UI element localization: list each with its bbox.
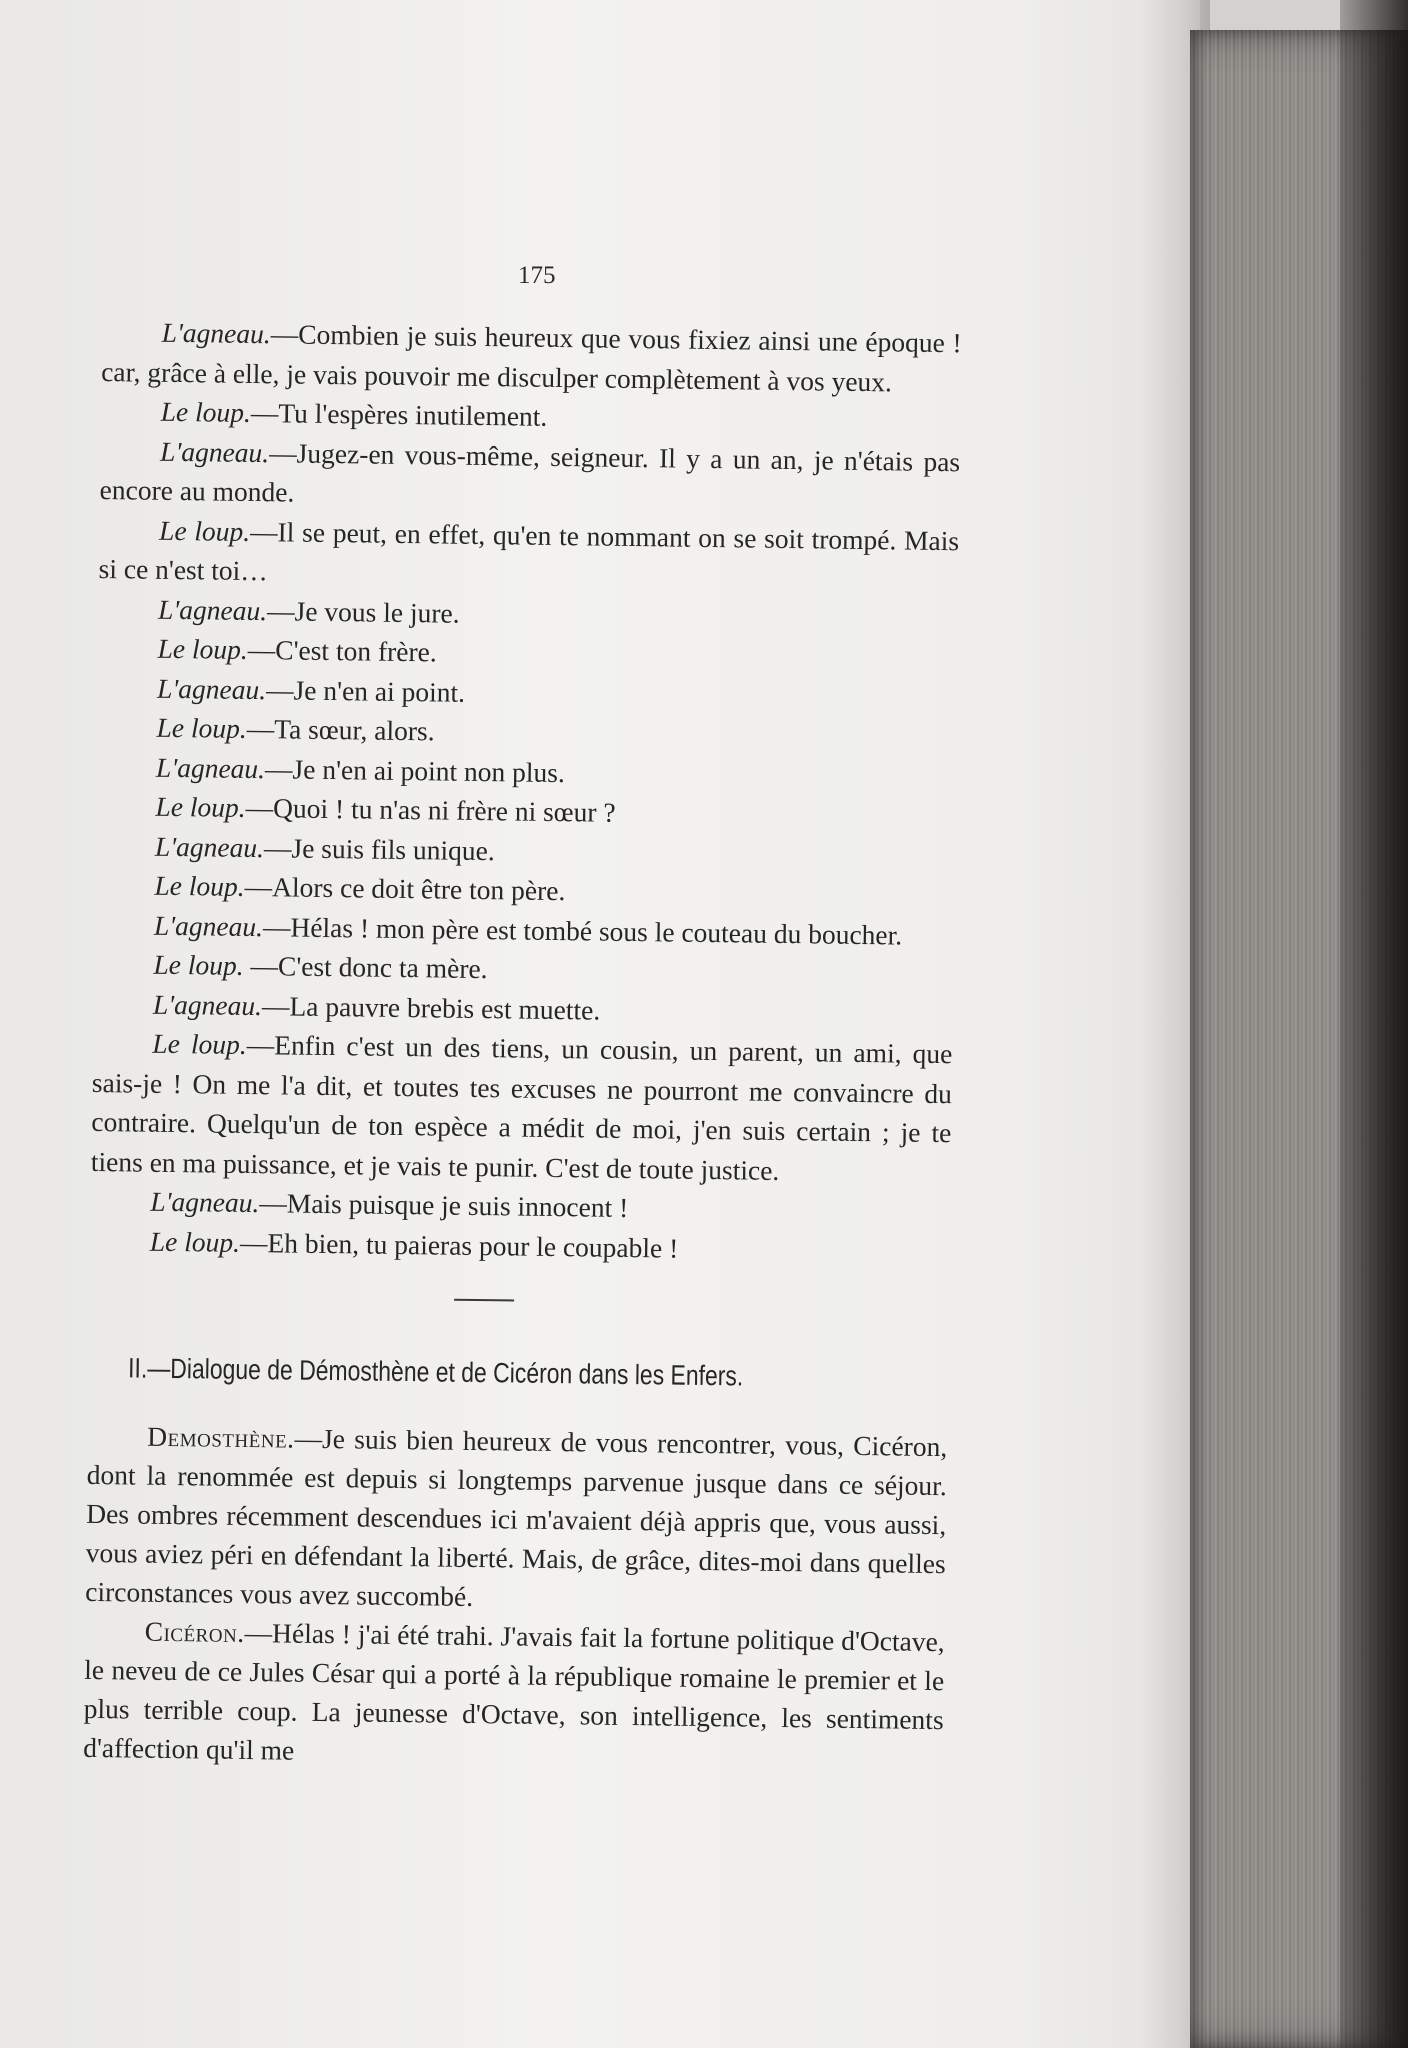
speaker-name: Le loup. xyxy=(156,711,247,744)
speaker-name: Le loup. xyxy=(154,869,245,902)
dialogue-line xyxy=(101,312,962,402)
speech-text: —Je n'en ai point non plus. xyxy=(264,752,566,788)
speaker-name: L'agneau. xyxy=(150,1185,260,1219)
speech-text: —Jugez-en vous-même, seigneur. Il y a un an, je n'étais pas encore au monde. xyxy=(99,436,961,508)
dialogue-line xyxy=(85,1415,947,1621)
speech-text: —Combien je suis heureux que vous fixiez ainsi une époque ! car, grâce à elle, je vais pouvoir me disculper complètement à vos yeux. xyxy=(101,318,962,397)
book-cover-edge xyxy=(1340,0,1408,2048)
speech-text: —Alors ce doit être ton père. xyxy=(244,870,566,907)
speech-text: —Il se peut, en effet, qu'en te nommant on se soit trompé. Mais si ce n'est toi… xyxy=(98,515,960,587)
speaker-name: Le loup. xyxy=(149,1225,241,1258)
page-text xyxy=(83,312,962,1778)
dialogue-line xyxy=(98,509,959,599)
speaker-name: Demosthène. xyxy=(147,1420,295,1454)
section-divider xyxy=(454,1299,514,1302)
dialogue-wolf-lamb xyxy=(90,312,962,1271)
speech-text: —Hélas ! mon père est tombé sous le couteau du boucher. xyxy=(262,910,903,951)
page-number: 175 xyxy=(518,262,556,289)
speaker-name: L'agneau. xyxy=(156,672,267,705)
dialogue-line xyxy=(83,1610,945,1777)
speaker-name: L'agneau. xyxy=(157,593,268,626)
speaker-name: Le loup. xyxy=(153,948,244,981)
speech-text: —Je n'en ai point. xyxy=(265,673,466,708)
speech-text: —Je suis bien heureux de vous rencontrer, vous, Cicéron, dont la renommée est depuis si longtemps parvenue jusque dans ce séjour. Des ombres récemment descendues ici m'avaient déjà appris que, vous aussi, vous aviez péri en défendant la liberté. Mais, de grâce, dites-moi dans quelles circonstances vous avez succombé. xyxy=(85,1422,948,1612)
dialogue-line xyxy=(91,1023,953,1192)
speech-text: —Enfin c'est un des tiens, un cousin, un parent, un ami, que sais-je ! On me l'a dit, et toutes tes excuses ne pourront me convaincre du contraire. Quelqu'un de ton espèce a médit de moi, j'en suis certain ; je te tiens en ma puissance, et je vais te punir. C'est de toute justice. xyxy=(90,1028,953,1186)
speaker-name: L'agneau. xyxy=(153,909,264,942)
dialogue-line xyxy=(99,430,960,520)
speaker-name: L'agneau. xyxy=(155,751,266,784)
speech-text: —Quoi ! tu n'as ni frère ni sœur ? xyxy=(245,791,616,828)
dialogue-demosthenes-cicero xyxy=(83,1415,948,1777)
speaker-name: Le loup. xyxy=(157,632,248,665)
speaker-name: Le loup. xyxy=(155,790,246,823)
speaker-name: L'agneau. xyxy=(159,435,270,468)
section-heading: II.—Dialogue de Démosthène et de Cicéron dans les Enfers. xyxy=(127,1352,744,1392)
speech-text: —Ta sœur, alors. xyxy=(246,712,435,747)
speaker-name: Cicéron. xyxy=(144,1615,245,1648)
speech-text: —C'est ton frère. xyxy=(247,633,437,668)
speaker-name: Le loup. xyxy=(158,514,251,547)
speech-text: —Hélas ! j'ai été trahi. J'avais fait la fortune politique d'Octave, le neveu de ce Jules César qui a porté à la république romaine le premier et le plus terrible coup. La jeunesse d'Octave, son intelligence, les sentiments d'affection qu'il me xyxy=(83,1616,945,1766)
speech-text: —Tu l'espères inutilement. xyxy=(250,396,548,432)
speech-text: —La pauvre brebis est muette. xyxy=(261,989,601,1026)
speech-text: —C'est donc ta mère. xyxy=(243,949,488,985)
speaker-name: L'agneau. xyxy=(161,316,271,350)
speech-text: —Je vous le jure. xyxy=(266,594,460,629)
speech-text: —Mais puisque je suis innocent ! xyxy=(259,1187,629,1223)
speaker-name: L'agneau. xyxy=(154,830,265,863)
speaker-name: Le loup. xyxy=(160,395,252,428)
speech-text: —Eh bien, tu paieras pour le coupable ! xyxy=(239,1226,679,1264)
speech-text: —Je suis fils unique. xyxy=(263,831,495,866)
speaker-name: L'agneau. xyxy=(152,988,263,1021)
speaker-name: Le loup. xyxy=(152,1027,247,1060)
